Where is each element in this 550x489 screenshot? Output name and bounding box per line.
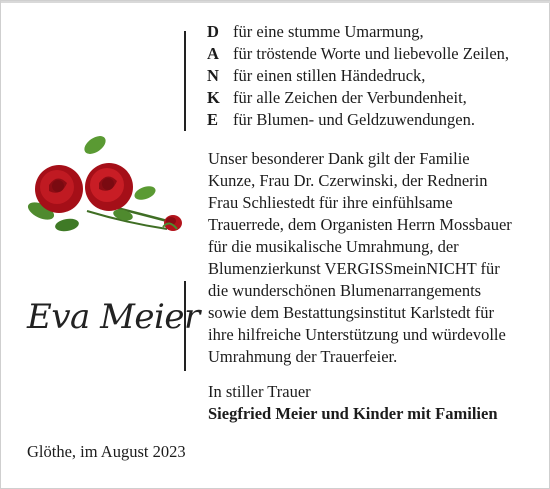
danke-text: für einen stillen Händedruck, — [233, 66, 426, 85]
danke-text: für eine stumme Umarmung, — [233, 22, 424, 41]
thanks-paragraph — [208, 148, 538, 368]
mourners-block — [208, 381, 538, 425]
danke-letter: E — [207, 110, 219, 129]
danke-row-d — [207, 21, 537, 43]
deceased-name: Eva Meier — [27, 297, 200, 337]
danke-text: für Blumen- und Geldzuwendungen. — [233, 110, 475, 129]
danke-letter: A — [207, 44, 219, 63]
red-roses-icon — [27, 131, 187, 237]
divider-line-top — [184, 31, 186, 131]
danke-row-e — [207, 109, 537, 131]
thanks-line: Unser besonderer Dank gilt der Familie — [208, 149, 470, 168]
place-date: Glöthe, im August 2023 — [27, 442, 186, 461]
thanks-line: Umrahmung der Trauerfeier. — [208, 347, 398, 366]
thanks-line: Trauerrede, dem Organisten Herrn Mossbauer — [208, 215, 512, 234]
thanks-line: ihre hilfreiche Unterstützung und würdevolle — [208, 325, 506, 344]
danke-row-a — [207, 43, 537, 65]
danke-letter: D — [207, 22, 219, 41]
danke-row-n — [207, 65, 537, 87]
mourner-names: Siegfried Meier und Kinder mit Familien — [208, 404, 498, 423]
top-border — [1, 1, 550, 3]
mourning-intro: In stiller Trauer — [208, 382, 311, 401]
danke-text: für alle Zeichen der Verbundenheit, — [233, 88, 467, 107]
danke-text: für tröstende Worte und liebevolle Zeilen, — [233, 44, 510, 63]
thanks-line: Kunze, Frau Dr. Czerwinski, der Rednerin — [208, 171, 488, 190]
thanks-line: die wunderschönen Blumenarrangements — [208, 281, 482, 300]
thanks-line: Frau Schliestedt für ihre einfühlsame — [208, 193, 453, 212]
thanks-line: Blumenzierkunst VERGISSmeinNICHT für — [208, 259, 500, 278]
danke-acrostic — [207, 21, 537, 131]
thanks-line: sowie dem Bestattungsinstitut Karlstedt für — [208, 303, 494, 322]
danke-letter: N — [207, 66, 219, 85]
danke-row-k — [207, 87, 537, 109]
thanks-line: für die musikalische Umrahmung, der — [208, 237, 459, 256]
danke-letter: K — [207, 88, 220, 107]
